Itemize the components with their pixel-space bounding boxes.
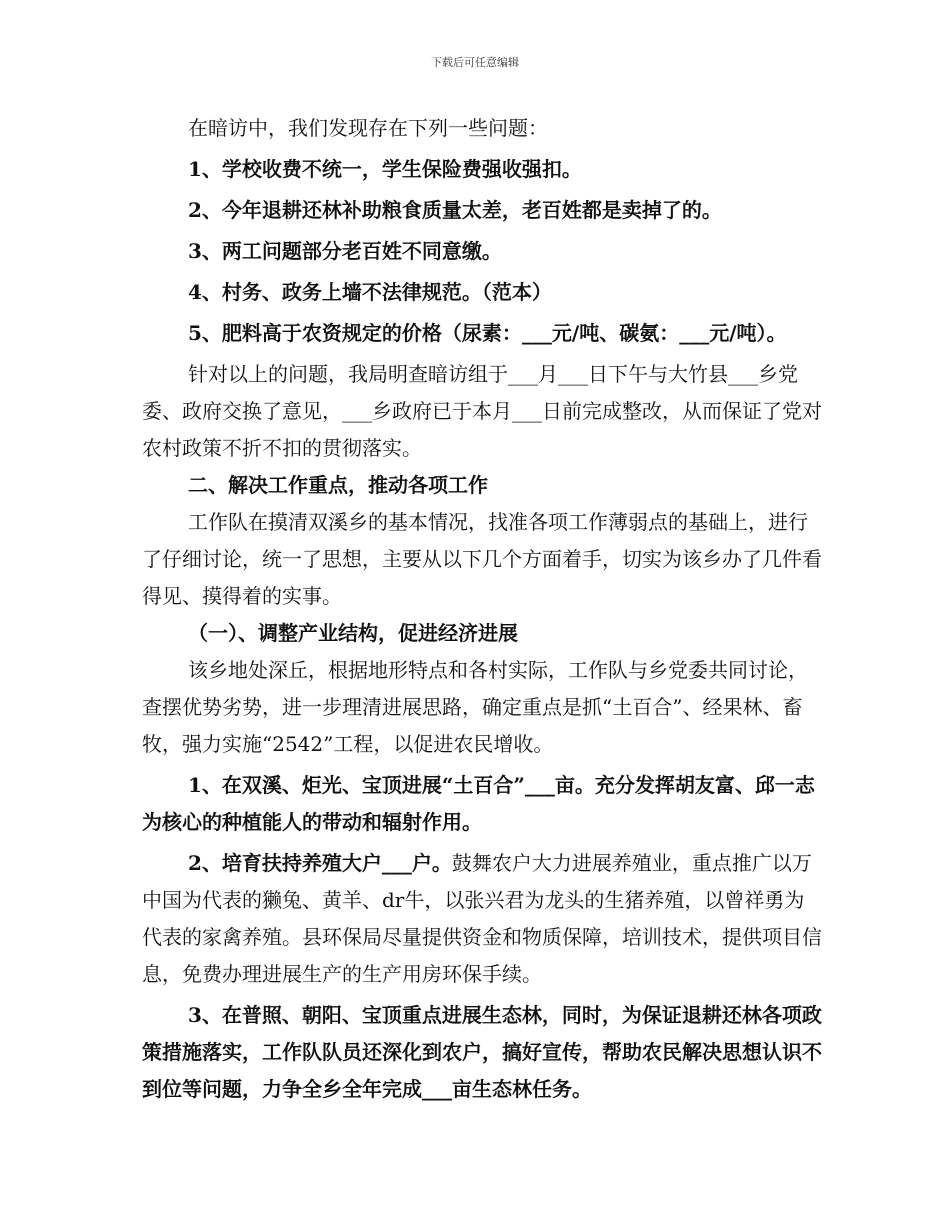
paragraph-rectification: 针对以上的问题，我局明查暗访组于___月___日下午与大竹县___乡党委、政府交换了意见，___乡政府已于本月___日前完成整改，从而保证了党对农村政策不折不扣的贯彻落实。 [142,362,822,460]
problem-item-3: 3、两工问题部分老百姓不同意缴。 [188,239,502,263]
paragraph-industry: 该乡地处深丘，根据地形特点和各村实际，工作队与乡党委共同讨论，查摆优势劣势，进一步理清进展思路，确定重点是抓“土百合”、经果林、畜牧，强力实施“2542”工程，以促进农民增收。 [142,658,808,756]
problem-item-4: 4、村务、政务上墙不法律规范。（范本） [188,280,552,304]
measure-item-3: 3、在普照、朝阳、宝顶重点进展生态林，同时，为保证退耕还林各项政策措施落实，工作队队员还深化到农户，搞好宣传，帮助农民解决思想认识不到位等问题，力争全乡全年完成___亩生态林任务。 [142,1003,822,1101]
measure-item-2-body: 鼓舞农户大力进展养殖业，重点推广以万中国为代表的獭兔、黄羊、dr牛，以张兴君为龙头的生猪养殖，以曾祥勇为代表的家禽养殖。县环保局尽量提供资金和物质保障，培训技术，提供项目信息，免费办理进展生产的生产用房环保手续。 [142,851,822,986]
page-header: 下载后可任意编辑 [431,56,519,69]
measure-item-2 [142,845,822,993]
problem-item-2: 2、今年退耕还林补助粮食质量太差，老百姓都是卖掉了的。 [188,198,722,222]
subsection-heading-1: （一）、调整产业结构，促进经济进展 [188,621,518,645]
problem-item-5: 5、肥料高于农资规定的价格（尿素：___元/吨、碳氨：___元/吨）。 [188,321,787,345]
document-body [142,110,822,1108]
paragraph-intro: 在暗访中，我们发现存在下列一些问题： [188,116,548,140]
measure-item-1: 1、在双溪、炬光、宝顶进展“土百合”___亩。充分发挥胡友富、邱一志为核心的种植能人的带动和辐射作用。 [142,773,815,834]
paragraph-work-team: 工作队在摸清双溪乡的基本情况，找准各项工作薄弱点的基础上，进行了仔细讨论，统一了思想，主要从以下几个方面着手，切实为该乡办了几件看得见、摸得着的实事。 [142,510,822,608]
problem-item-1: 1、学校收费不统一，学生保险费强收强扣。 [188,157,582,181]
measure-item-2-lead: 2、培育扶持养殖大户___户。 [188,851,452,875]
section-heading-2: 二、解决工作重点，推动各项工作 [188,473,488,497]
